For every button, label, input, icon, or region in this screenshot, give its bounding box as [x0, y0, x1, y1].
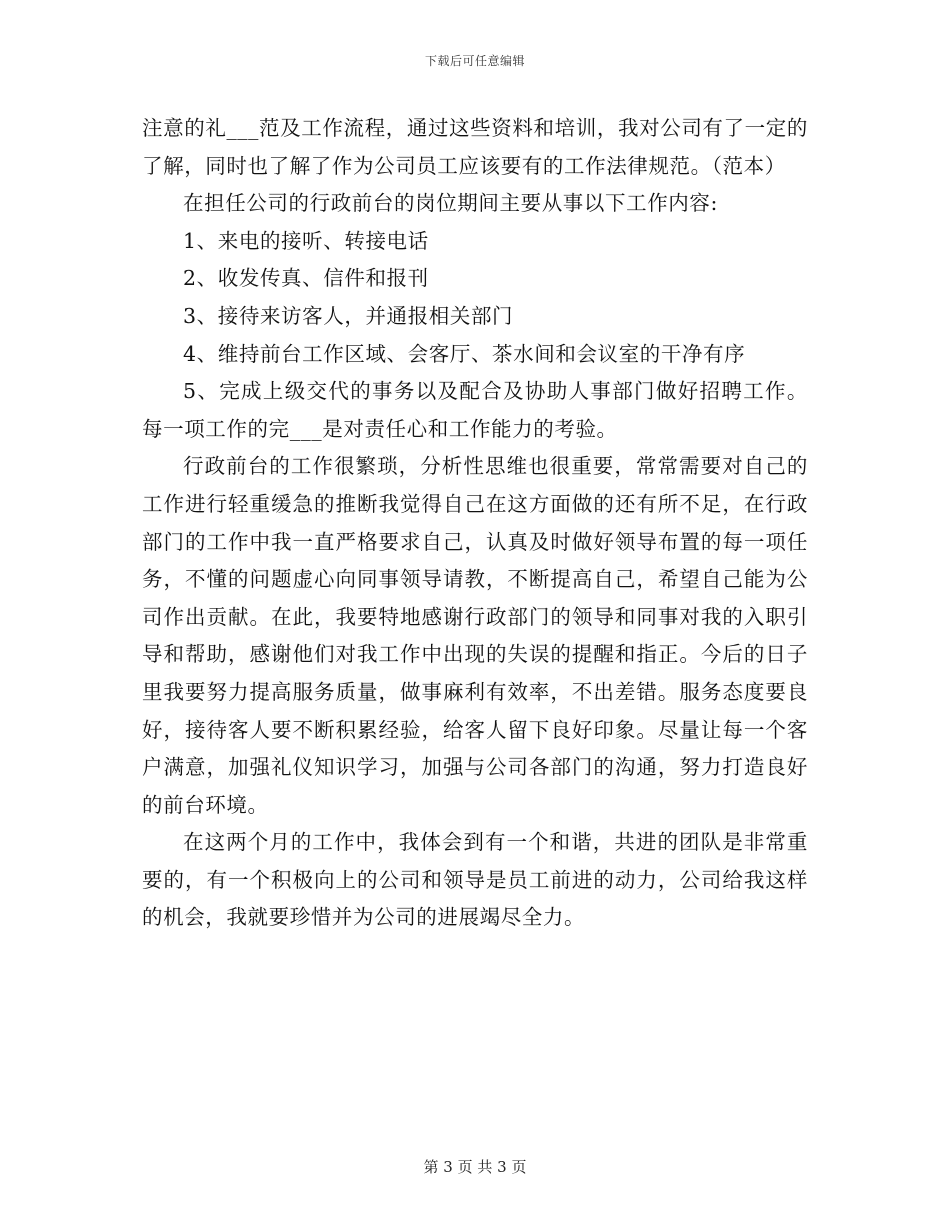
list-item-duty-3: 3、接待来访客人，并通报相关部门: [183, 303, 514, 328]
paragraph-conclusion: 在这两个月的工作中，我体会到有一个和谐，共进的团队是非常重要的，有一个积极向上的公司和领导是员工前进的动力，公司给我这样的机会，我就要珍惜并为公司的进展竭尽全力。: [142, 830, 808, 930]
list-item-duty-1: 1、来电的接听、转接电话: [183, 228, 429, 253]
document-body: [142, 110, 808, 937]
paragraph-duties-intro: 在担任公司的行政前台的岗位期间主要从事以下工作内容:: [183, 191, 719, 216]
list-item-duty-4: 4、维持前台工作区域、会客厅、茶水间和会议室的干净有序: [183, 341, 746, 366]
paragraph-continuation: 注意的礼___范及工作流程，通过这些资料和培训，我对公司有了一定的了解，同时也了解了作为公司员工应该要有的工作法律规范。（范本）: [142, 116, 808, 178]
page-footer: 第 3 页 共 3 页: [423, 1158, 527, 1176]
list-item-duty-5: 5、完成上级交代的事务以及配合及协助人事部门做好招聘工作。每一项工作的完___是对责任心和工作能力的考验。: [142, 379, 808, 441]
page-header: 下载后可任意编辑: [424, 54, 525, 68]
paragraph-reflection: 行政前台的工作很繁琐，分析性思维也很重要，常常需要对自己的工作进行轻重缓急的推断我觉得自己在这方面做的还有所不足，在行政部门的工作中我一直严格要求自己，认真及时做好领导布置的每一项任务，不懂的问题虚心向同事领导请教，不断提高自己，希望自己能为公司作出贡献。在此，我要特地感谢行政部门的领导和同事对我的入职引导和帮助，感谢他们对我工作中出现的失误的提醒和指正。今后的日子里我要努力提高服务质量，做事麻利有效率，不出差错。服务态度要良好，接待客人要不断积累经验，给客人留下良好印象。尽量让每一个客户满意，加强礼仪知识学习，加强与公司各部门的沟通，努力打造良好的前台环境。: [142, 454, 808, 817]
list-item-duty-2: 2、收发传真、信件和报刊: [183, 266, 429, 291]
